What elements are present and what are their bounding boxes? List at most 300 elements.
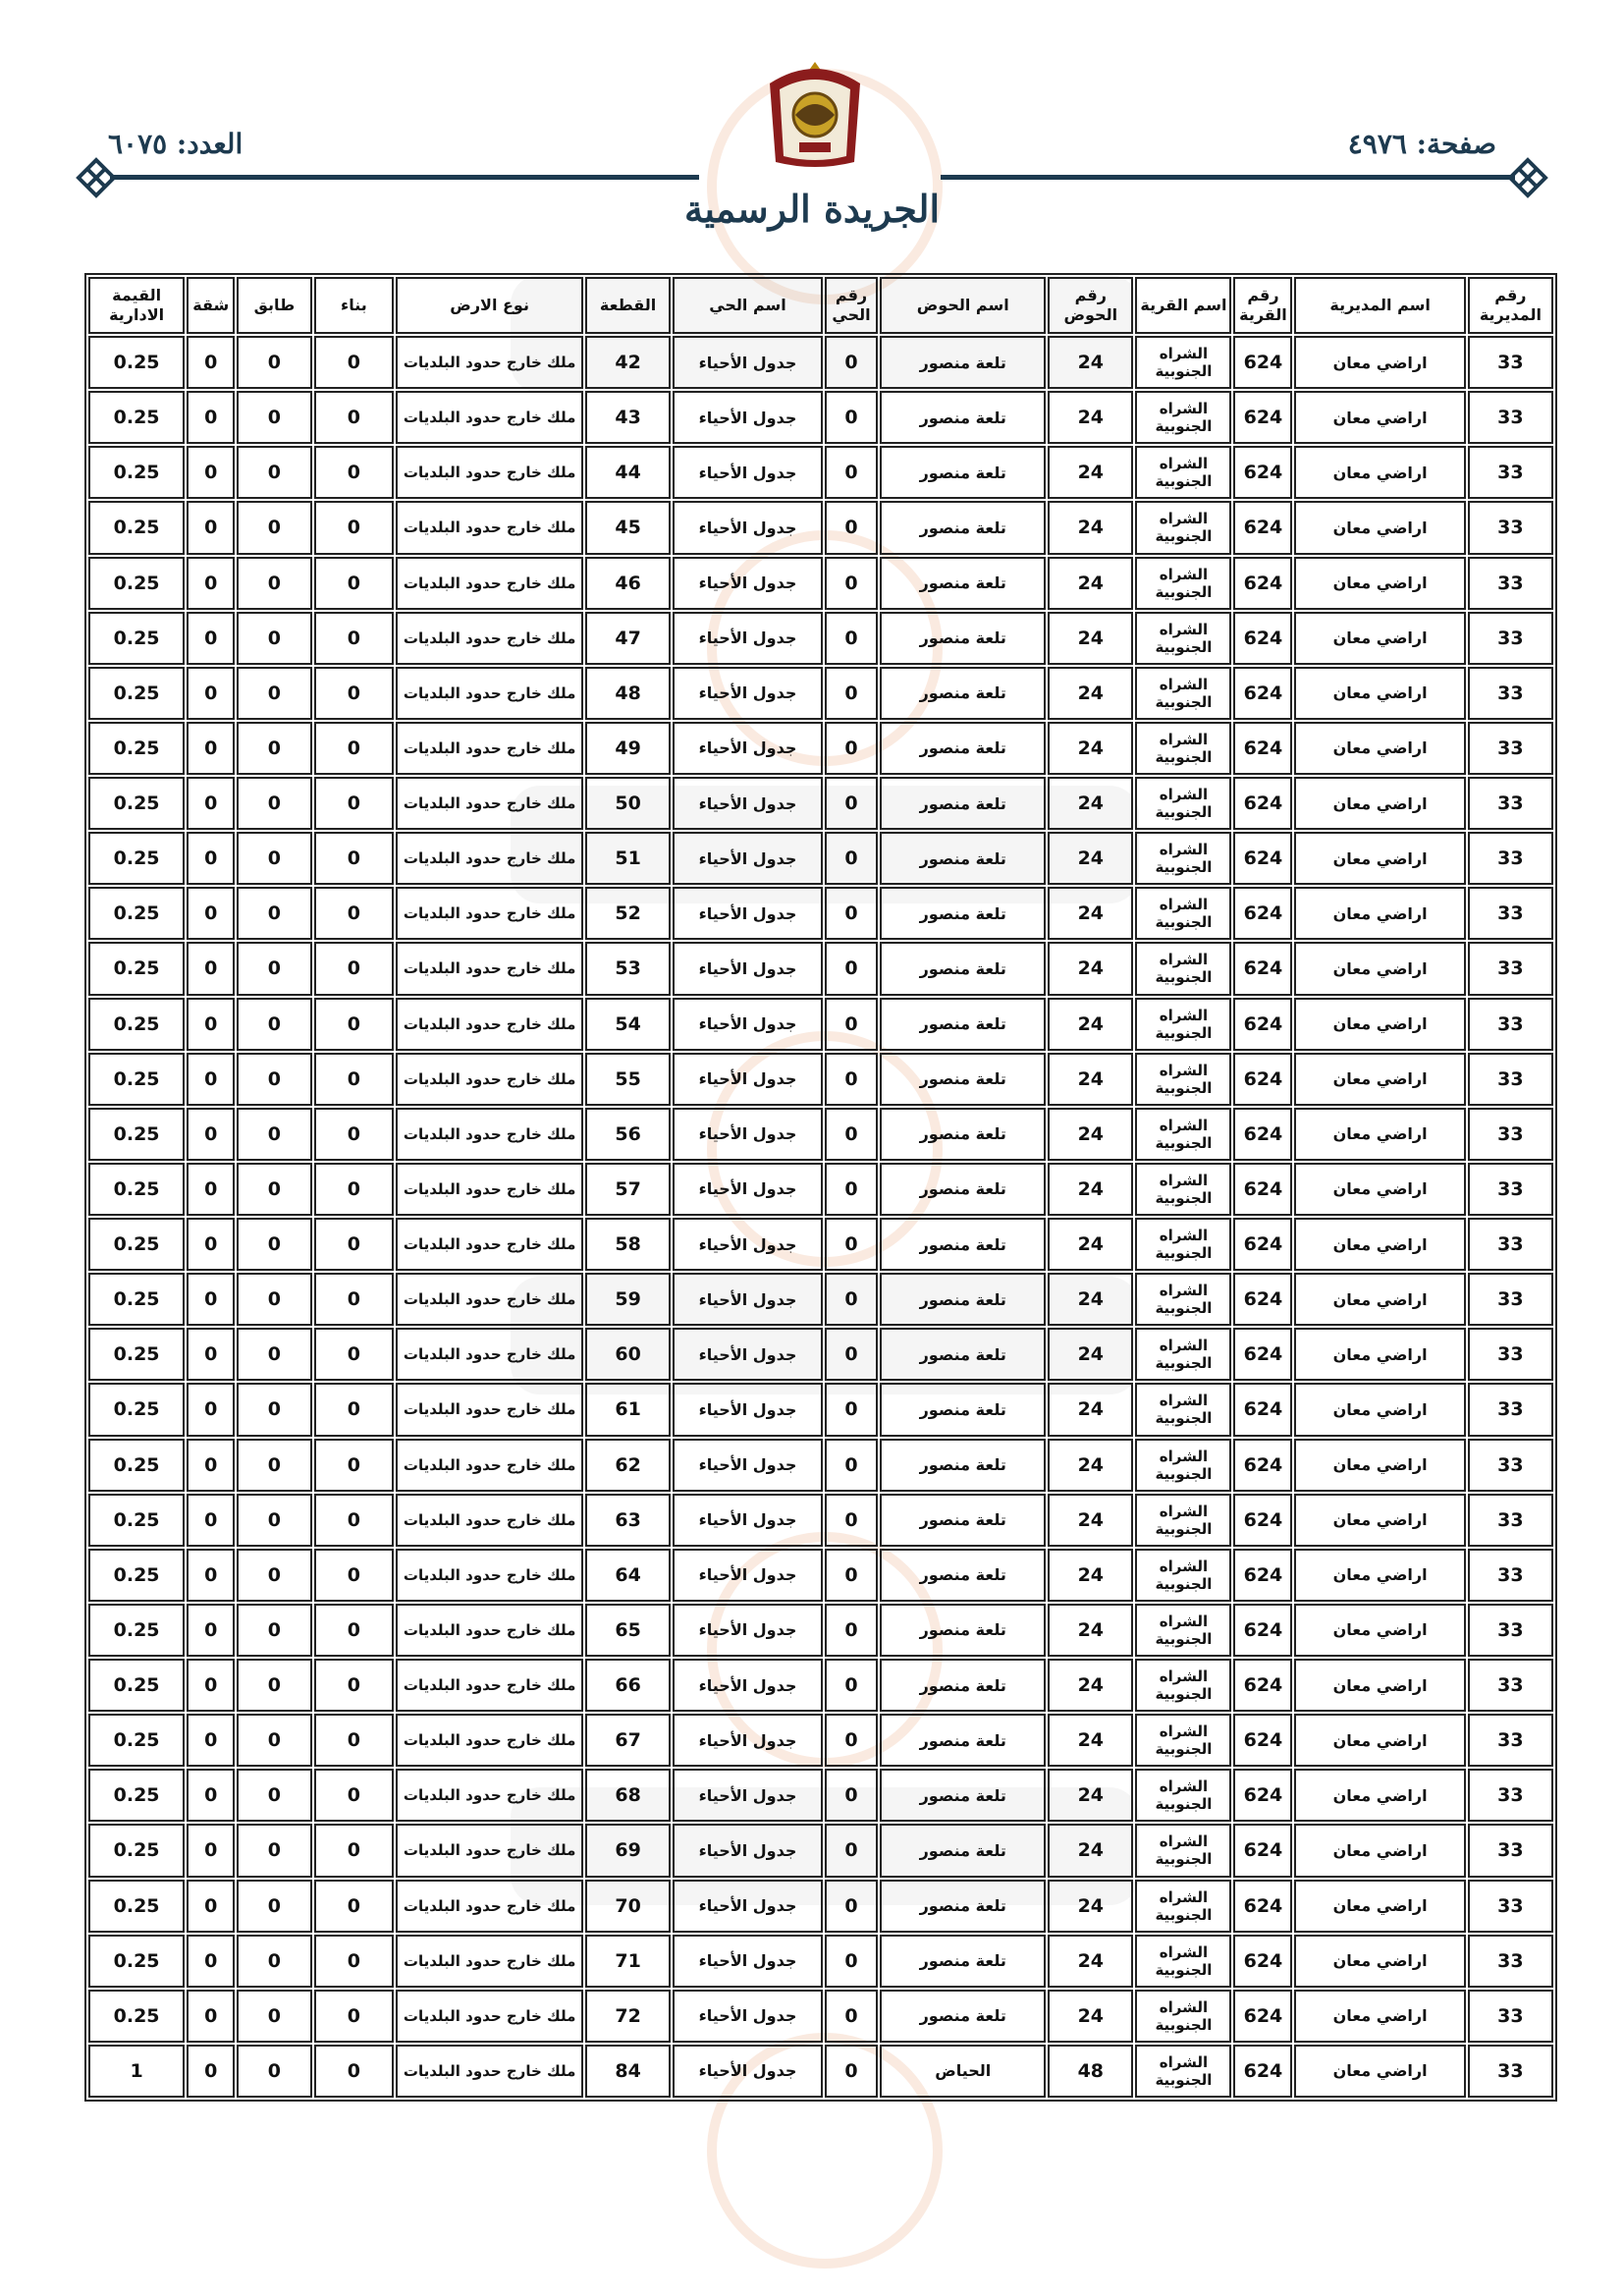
table-cell: 0 <box>314 1218 395 1271</box>
table-cell: 624 <box>1233 942 1292 995</box>
table-row <box>88 1880 1553 1933</box>
table-cell: 0.25 <box>88 1439 185 1492</box>
table-cell: 33 <box>1468 1328 1553 1381</box>
header-rule-left <box>110 175 699 180</box>
table-cell: اراضي معان <box>1294 1549 1465 1602</box>
table-row <box>88 667 1553 720</box>
gazette-title: الجريدة الرسمية <box>683 187 941 231</box>
table-cell: 624 <box>1233 1494 1292 1547</box>
table-cell: 42 <box>585 336 671 389</box>
table-cell: 624 <box>1233 1439 1292 1492</box>
table-cell: جدول الأحياء <box>673 1990 823 2043</box>
table-cell: 0 <box>237 1935 311 1988</box>
table-cell: تلعة منصور <box>880 612 1046 665</box>
table-cell: 624 <box>1233 336 1292 389</box>
table-cell: 69 <box>585 1824 671 1877</box>
table-cell: 0 <box>314 612 395 665</box>
table-row <box>88 1218 1553 1271</box>
table-cell: اراضي معان <box>1294 1494 1465 1547</box>
table-cell: تلعة منصور <box>880 832 1046 885</box>
table-cell: اراضي معان <box>1294 832 1465 885</box>
table-cell: 624 <box>1233 1273 1292 1326</box>
table-cell: 33 <box>1468 612 1553 665</box>
table-cell: 24 <box>1048 1439 1133 1492</box>
table-cell: جدول الأحياء <box>673 1439 823 1492</box>
table-cell: جدول الأحياء <box>673 887 823 940</box>
table-cell: 33 <box>1468 667 1553 720</box>
table-cell: 0 <box>237 887 311 940</box>
table-cell: الشراه الجنوبية <box>1135 887 1231 940</box>
table-cell: اراضي معان <box>1294 1769 1465 1822</box>
table-row <box>88 777 1553 830</box>
table-cell: 0 <box>314 832 395 885</box>
table-cell: 0 <box>825 1769 878 1822</box>
table-cell: 0 <box>187 1053 235 1106</box>
table-cell: ملك خارج حدود البلديات <box>396 1549 583 1602</box>
table-cell: ملك خارج حدود البلديات <box>396 336 583 389</box>
table-cell: الشراه الجنوبية <box>1135 1880 1231 1933</box>
table-cell: تلعة منصور <box>880 1494 1046 1547</box>
table-cell: 0 <box>825 1990 878 2043</box>
table-header-row <box>88 277 1553 334</box>
table-cell: 0 <box>187 667 235 720</box>
table-cell: 24 <box>1048 1163 1133 1216</box>
table-cell: 0.25 <box>88 1108 185 1161</box>
table-cell: اراضي معان <box>1294 1880 1465 1933</box>
table-cell: 0 <box>187 1163 235 1216</box>
table-cell: 0 <box>825 2045 878 2098</box>
table-cell: 52 <box>585 887 671 940</box>
table-cell: 0 <box>825 1108 878 1161</box>
col-header: القطعة <box>585 277 671 334</box>
table-cell: اراضي معان <box>1294 336 1465 389</box>
table-cell: الشراه الجنوبية <box>1135 667 1231 720</box>
table-cell: 33 <box>1468 1108 1553 1161</box>
table-cell: تلعة منصور <box>880 1714 1046 1767</box>
table-cell: 48 <box>1048 2045 1133 2098</box>
table-cell: 24 <box>1048 1053 1133 1106</box>
table-cell: تلعة منصور <box>880 1604 1046 1657</box>
table-cell: 0 <box>187 777 235 830</box>
table-cell: اراضي معان <box>1294 667 1465 720</box>
coat-of-arms-icon <box>756 54 874 172</box>
table-cell: 0 <box>237 832 311 885</box>
table-cell: 624 <box>1233 777 1292 830</box>
table-cell: اراضي معان <box>1294 1273 1465 1326</box>
table-cell: 33 <box>1468 1549 1553 1602</box>
table-row <box>88 1824 1553 1877</box>
table-cell: 33 <box>1468 777 1553 830</box>
table-cell: 0 <box>314 501 395 554</box>
table-cell: 0 <box>187 1880 235 1933</box>
table-row <box>88 1604 1553 1657</box>
table-cell: تلعة منصور <box>880 1549 1046 1602</box>
knot-ornament-icon <box>1507 157 1548 198</box>
col-header: القيمة الادارية <box>88 277 185 334</box>
table-cell: جدول الأحياء <box>673 832 823 885</box>
table-cell: 624 <box>1233 1549 1292 1602</box>
table-cell: 0.25 <box>88 1218 185 1271</box>
table-cell: 61 <box>585 1383 671 1436</box>
table-cell: 24 <box>1048 1494 1133 1547</box>
table-cell: 624 <box>1233 1328 1292 1381</box>
table-cell: 0 <box>237 1383 311 1436</box>
table-row <box>88 2045 1553 2098</box>
table-cell: الشراه الجنوبية <box>1135 832 1231 885</box>
table-cell: 0 <box>825 1328 878 1381</box>
table-row <box>88 722 1553 775</box>
table-cell: ملك خارج حدود البلديات <box>396 1935 583 1988</box>
table-cell: 0 <box>314 1328 395 1381</box>
table-cell: 0 <box>237 722 311 775</box>
table-cell: الشراه الجنوبية <box>1135 501 1231 554</box>
table-cell: اراضي معان <box>1294 722 1465 775</box>
table-cell: 0 <box>825 336 878 389</box>
table-cell: 24 <box>1048 1769 1133 1822</box>
table-cell: جدول الأحياء <box>673 1383 823 1436</box>
gazette-header <box>0 0 1624 255</box>
table-cell: 24 <box>1048 887 1133 940</box>
table-cell: جدول الأحياء <box>673 1053 823 1106</box>
table-cell: 63 <box>585 1494 671 1547</box>
table-cell: 0 <box>825 1714 878 1767</box>
table-cell: 0 <box>825 501 878 554</box>
table-cell: الشراه الجنوبية <box>1135 1328 1231 1381</box>
table-cell: 33 <box>1468 1218 1553 1271</box>
col-header: نوع الارض <box>396 277 583 334</box>
table-cell: 54 <box>585 998 671 1051</box>
table-cell: تلعة منصور <box>880 942 1046 995</box>
table-cell: 0 <box>187 1549 235 1602</box>
table-cell: 0.25 <box>88 1659 185 1712</box>
table-cell: 0 <box>314 1604 395 1657</box>
table-cell: 0 <box>187 501 235 554</box>
table-cell: 0.25 <box>88 501 185 554</box>
table-cell: الشراه الجنوبية <box>1135 1659 1231 1712</box>
table-cell: 0 <box>314 777 395 830</box>
table-cell: 624 <box>1233 557 1292 610</box>
table-cell: ملك خارج حدود البلديات <box>396 942 583 995</box>
table-cell: ملك خارج حدود البلديات <box>396 1163 583 1216</box>
table-cell: 0 <box>237 1769 311 1822</box>
table-cell: 62 <box>585 1439 671 1492</box>
table-cell: 624 <box>1233 1218 1292 1271</box>
table-cell: ملك خارج حدود البلديات <box>396 1328 583 1381</box>
table-cell: 0.25 <box>88 1383 185 1436</box>
table-cell: ملك خارج حدود البلديات <box>396 1604 583 1657</box>
table-cell: جدول الأحياء <box>673 1494 823 1547</box>
col-header: اسم القرية <box>1135 277 1231 334</box>
table-cell: ملك خارج حدود البلديات <box>396 557 583 610</box>
table-cell: 0 <box>187 998 235 1051</box>
table-cell: تلعة منصور <box>880 667 1046 720</box>
table-cell: 0 <box>187 1383 235 1436</box>
table-cell: 624 <box>1233 1880 1292 1933</box>
table-cell: 53 <box>585 942 671 995</box>
table-cell: 624 <box>1233 1659 1292 1712</box>
table-cell: 624 <box>1233 1604 1292 1657</box>
table-cell: 0 <box>825 1218 878 1271</box>
table-cell: ملك خارج حدود البلديات <box>396 1053 583 1106</box>
table-cell: 0 <box>237 336 311 389</box>
table-cell: 0.25 <box>88 1880 185 1933</box>
table-cell: 33 <box>1468 1273 1553 1326</box>
table-cell: 0 <box>237 1659 311 1712</box>
table-cell: 0.25 <box>88 1824 185 1877</box>
table-cell: 0 <box>237 1604 311 1657</box>
table-cell: 57 <box>585 1163 671 1216</box>
table-cell: 0 <box>187 942 235 995</box>
table-cell: 0.25 <box>88 1935 185 1988</box>
table-cell: 0 <box>237 1218 311 1271</box>
table-cell: 0.25 <box>88 722 185 775</box>
col-header: رقم القرية <box>1233 277 1292 334</box>
table-cell: 0 <box>187 1108 235 1161</box>
table-cell: الحياض <box>880 2045 1046 2098</box>
table-cell: 0.25 <box>88 1494 185 1547</box>
table-cell: 58 <box>585 1218 671 1271</box>
table-cell: 33 <box>1468 1824 1553 1877</box>
table-row <box>88 1383 1553 1436</box>
table-cell: 50 <box>585 777 671 830</box>
table-cell: 0 <box>237 942 311 995</box>
table-cell: 0 <box>314 2045 395 2098</box>
table-cell: ملك خارج حدود البلديات <box>396 391 583 444</box>
table-cell: ملك خارج حدود البلديات <box>396 1494 583 1547</box>
table-cell: 0 <box>314 887 395 940</box>
table-cell: اراضي معان <box>1294 1659 1465 1712</box>
table-cell: 24 <box>1048 1549 1133 1602</box>
table-cell: 0 <box>187 612 235 665</box>
table-cell: 70 <box>585 1880 671 1933</box>
table-cell: 0 <box>187 1824 235 1877</box>
table-cell: 0 <box>187 391 235 444</box>
table-cell: 33 <box>1468 501 1553 554</box>
table-cell: 624 <box>1233 1163 1292 1216</box>
table-cell: 24 <box>1048 1990 1133 2043</box>
table-cell: 624 <box>1233 1935 1292 1988</box>
table-cell: 0 <box>187 1990 235 2043</box>
table-cell: جدول الأحياء <box>673 1273 823 1326</box>
table-cell: اراضي معان <box>1294 446 1465 499</box>
table-cell: 33 <box>1468 336 1553 389</box>
table-cell: 33 <box>1468 1383 1553 1436</box>
table-cell: 24 <box>1048 336 1133 389</box>
table-cell: اراضي معان <box>1294 1053 1465 1106</box>
table-cell: 45 <box>585 501 671 554</box>
table-cell: 33 <box>1468 1880 1553 1933</box>
table-cell: 0 <box>314 1273 395 1326</box>
table-cell: 0 <box>314 1108 395 1161</box>
table-cell: 33 <box>1468 2045 1553 2098</box>
table-cell: 0 <box>237 1714 311 1767</box>
table-cell: 0.25 <box>88 1328 185 1381</box>
table-row <box>88 557 1553 610</box>
table-cell: تلعة منصور <box>880 887 1046 940</box>
table-cell: 59 <box>585 1273 671 1326</box>
table-cell: 0 <box>237 1328 311 1381</box>
table-cell: 0 <box>187 1659 235 1712</box>
table-cell: 0 <box>187 1494 235 1547</box>
table-cell: تلعة منصور <box>880 722 1046 775</box>
table-cell: 46 <box>585 557 671 610</box>
table-cell: 0 <box>237 446 311 499</box>
table-cell: 33 <box>1468 1439 1553 1492</box>
table-cell: 0 <box>825 1053 878 1106</box>
table-cell: 56 <box>585 1108 671 1161</box>
table-cell: 0 <box>237 1549 311 1602</box>
table-row <box>88 1494 1553 1547</box>
table-row <box>88 1990 1553 2043</box>
table-cell: تلعة منصور <box>880 557 1046 610</box>
table-cell: تلعة منصور <box>880 1328 1046 1381</box>
table-cell: 0 <box>187 557 235 610</box>
table-cell: 0.25 <box>88 612 185 665</box>
table-cell: 624 <box>1233 501 1292 554</box>
table-cell: 24 <box>1048 391 1133 444</box>
table-cell: 0 <box>314 1880 395 1933</box>
table-cell: تلعة منصور <box>880 1659 1046 1712</box>
table-cell: اراضي معان <box>1294 1935 1465 1988</box>
table-cell: 33 <box>1468 1604 1553 1657</box>
table-cell: 0 <box>314 942 395 995</box>
table-row <box>88 1549 1553 1602</box>
table-cell: 624 <box>1233 722 1292 775</box>
table-cell: 0 <box>187 1328 235 1381</box>
table-cell: جدول الأحياء <box>673 1604 823 1657</box>
table-cell: 0.25 <box>88 1769 185 1822</box>
table-row <box>88 612 1553 665</box>
table-cell: 71 <box>585 1935 671 1988</box>
table-cell: 24 <box>1048 942 1133 995</box>
table-cell: 0 <box>187 722 235 775</box>
table-cell: جدول الأحياء <box>673 1108 823 1161</box>
col-header: رقم الحوض <box>1048 277 1133 334</box>
table-cell: 0 <box>825 1163 878 1216</box>
table-cell: تلعة منصور <box>880 446 1046 499</box>
table-cell: 0.25 <box>88 1163 185 1216</box>
table-cell: 24 <box>1048 1935 1133 1988</box>
table-cell: ملك خارج حدود البلديات <box>396 832 583 885</box>
table-cell: 0 <box>314 557 395 610</box>
table-cell: ملك خارج حدود البلديات <box>396 1218 583 1271</box>
table-cell: الشراه الجنوبية <box>1135 1439 1231 1492</box>
table-cell: 48 <box>585 667 671 720</box>
table-cell: 0.25 <box>88 1549 185 1602</box>
col-header: اسم المديرية <box>1294 277 1465 334</box>
table-cell: جدول الأحياء <box>673 336 823 389</box>
table-cell: 0.25 <box>88 777 185 830</box>
table-cell: 0 <box>825 777 878 830</box>
table-cell: الشراه الجنوبية <box>1135 1163 1231 1216</box>
table-cell: 24 <box>1048 1824 1133 1877</box>
table-cell: الشراه الجنوبية <box>1135 1714 1231 1767</box>
table-cell: 0 <box>237 998 311 1051</box>
table-cell: الشراه الجنوبية <box>1135 1990 1231 2043</box>
table-cell: 624 <box>1233 1824 1292 1877</box>
table-cell: 44 <box>585 446 671 499</box>
table-cell: اراضي معان <box>1294 1328 1465 1381</box>
col-header: اسم الحوض <box>880 277 1046 334</box>
table-cell: 0 <box>187 1604 235 1657</box>
table-cell: 24 <box>1048 1218 1133 1271</box>
table-cell: تلعة منصور <box>880 998 1046 1051</box>
table-cell: 0 <box>825 1659 878 1712</box>
table-cell: الشراه الجنوبية <box>1135 391 1231 444</box>
table-cell: 0.25 <box>88 667 185 720</box>
table-cell: 0 <box>237 1163 311 1216</box>
table-cell: 33 <box>1468 1163 1553 1216</box>
table-cell: اراضي معان <box>1294 1990 1465 2043</box>
table-cell: 33 <box>1468 1053 1553 1106</box>
table-cell: 0 <box>237 391 311 444</box>
table-cell: 33 <box>1468 998 1553 1051</box>
table-cell: 0 <box>314 336 395 389</box>
table-cell: اراضي معان <box>1294 1218 1465 1271</box>
table-cell: 0 <box>237 2045 311 2098</box>
table-cell: 43 <box>585 391 671 444</box>
table-cell: 0 <box>825 391 878 444</box>
table-cell: اراضي معان <box>1294 501 1465 554</box>
table-cell: 0 <box>237 612 311 665</box>
land-valuation-table-container <box>84 273 1557 2102</box>
table-cell: ملك خارج حدود البلديات <box>396 667 583 720</box>
table-cell: 0 <box>187 336 235 389</box>
table-cell: اراضي معان <box>1294 998 1465 1051</box>
table-cell: 0 <box>314 1053 395 1106</box>
table-cell: 0 <box>187 1935 235 1988</box>
table-cell: جدول الأحياء <box>673 1328 823 1381</box>
table-cell: الشراه الجنوبية <box>1135 1604 1231 1657</box>
table-cell: اراضي معان <box>1294 1163 1465 1216</box>
table-cell: 624 <box>1233 1714 1292 1767</box>
table-row <box>88 832 1553 885</box>
table-row <box>88 1053 1553 1106</box>
table-row <box>88 1714 1553 1767</box>
table-cell: تلعة منصور <box>880 1935 1046 1988</box>
table-cell: 0 <box>825 722 878 775</box>
table-cell: 24 <box>1048 1383 1133 1436</box>
table-cell: الشراه الجنوبية <box>1135 336 1231 389</box>
table-cell: اراضي معان <box>1294 1824 1465 1877</box>
table-body <box>88 336 1553 2098</box>
table-cell: 51 <box>585 832 671 885</box>
table-cell: ملك خارج حدود البلديات <box>396 1824 583 1877</box>
table-cell: ملك خارج حدود البلديات <box>396 2045 583 2098</box>
table-cell: 33 <box>1468 391 1553 444</box>
table-cell: جدول الأحياء <box>673 1824 823 1877</box>
table-cell: 0 <box>825 832 878 885</box>
table-cell: تلعة منصور <box>880 1273 1046 1326</box>
table-cell: ملك خارج حدود البلديات <box>396 1273 583 1326</box>
table-cell: ملك خارج حدود البلديات <box>396 1383 583 1436</box>
table-cell: 0 <box>237 1990 311 2043</box>
table-cell: 66 <box>585 1659 671 1712</box>
table-cell: تلعة منصور <box>880 1824 1046 1877</box>
table-row <box>88 1108 1553 1161</box>
table-cell: 624 <box>1233 1053 1292 1106</box>
table-cell: 24 <box>1048 557 1133 610</box>
table-cell: 0.25 <box>88 446 185 499</box>
table-cell: 624 <box>1233 1990 1292 2043</box>
table-cell: 0 <box>237 777 311 830</box>
table-cell: ملك خارج حدود البلديات <box>396 887 583 940</box>
table-cell: 24 <box>1048 722 1133 775</box>
table-cell: 49 <box>585 722 671 775</box>
table-cell: 0 <box>825 1383 878 1436</box>
table-cell: 0 <box>314 1494 395 1547</box>
table-cell: 624 <box>1233 2045 1292 2098</box>
